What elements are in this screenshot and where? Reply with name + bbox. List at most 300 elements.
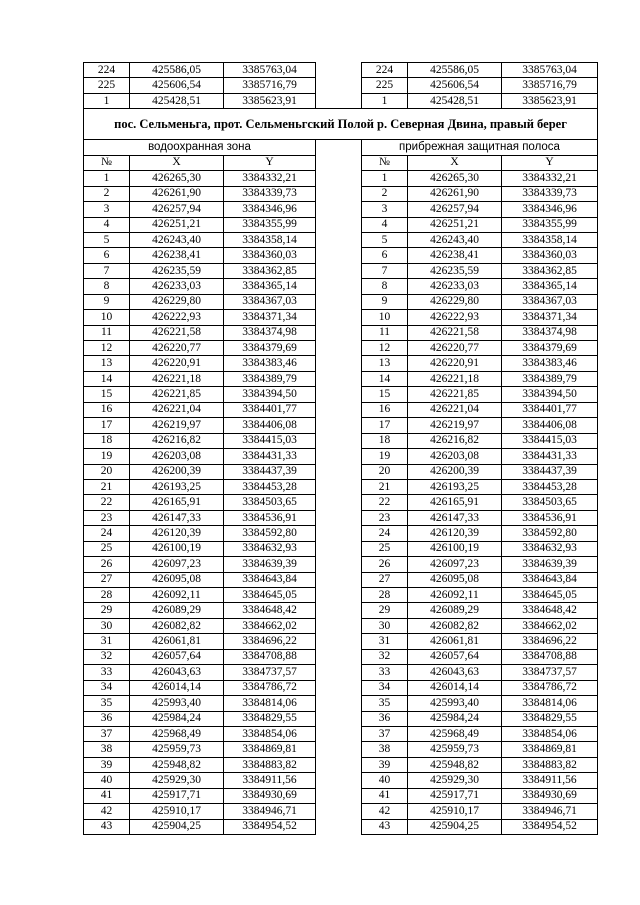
right-cell-n: 15 [362, 387, 408, 402]
right-cell-x: 426233,03 [408, 279, 502, 294]
left-cell-x: 426203,08 [130, 449, 224, 464]
column-gap [316, 171, 362, 186]
table-row [84, 495, 598, 510]
left-cell-n: 225 [84, 78, 130, 93]
left-cell-x: 426251,21 [130, 217, 224, 232]
right-cell-n: 12 [362, 341, 408, 356]
table-row [84, 325, 598, 340]
right-cell-x: 426265,30 [408, 171, 502, 186]
right-cell-n: 37 [362, 726, 408, 741]
right-cell-y: 3384814,06 [502, 696, 598, 711]
right-cell-n: 17 [362, 418, 408, 433]
right-cell-x: 426221,85 [408, 387, 502, 402]
left-cell-n: 34 [84, 680, 130, 695]
left-cell-y: 3384662,02 [224, 618, 316, 633]
right-cell-x: 426251,21 [408, 217, 502, 232]
right-cell-y: 3384355,99 [502, 217, 598, 232]
right-cell-x: 425917,71 [408, 788, 502, 803]
right-cell-n: 3 [362, 202, 408, 217]
left-cell-x: 426082,82 [130, 618, 224, 633]
table-row [84, 711, 598, 726]
left-cell-n: 14 [84, 371, 130, 386]
left-cell-x: 426147,33 [130, 510, 224, 525]
left-cell-y: 3384394,50 [224, 387, 316, 402]
column-gap [316, 140, 362, 155]
right-cell-n: 225 [362, 78, 408, 93]
left-cell-y: 3384737,57 [224, 665, 316, 680]
left-cell-n: 39 [84, 757, 130, 772]
right-cell-n: 1 [362, 171, 408, 186]
right-cell-n: 5 [362, 232, 408, 247]
column-gap [316, 310, 362, 325]
left-cell-y: 3384632,93 [224, 541, 316, 556]
table-row [84, 449, 598, 464]
left-cell-n: 21 [84, 479, 130, 494]
column-gap [316, 742, 362, 757]
right-cell-n: 24 [362, 526, 408, 541]
right-cell-y: 3384358,14 [502, 232, 598, 247]
table-row [84, 433, 598, 448]
table-row [84, 217, 598, 232]
table-row [84, 804, 598, 819]
left-cell-x: 425428,51 [130, 93, 224, 108]
left-cell-x: 426221,85 [130, 387, 224, 402]
table-row [84, 680, 598, 695]
right-cell-x: 426120,39 [408, 526, 502, 541]
right-cell-x: 426193,25 [408, 479, 502, 494]
right-cell-y: 3384453,28 [502, 479, 598, 494]
right-cell-y: 3384394,50 [502, 387, 598, 402]
column-gap [316, 588, 362, 603]
right-zone-title: прибрежная защитная полоса [362, 140, 598, 155]
zone-title-row [84, 140, 598, 155]
right-cell-y: 3384708,88 [502, 649, 598, 664]
left-cell-x: 425904,25 [130, 819, 224, 834]
right-col-n-header: № [362, 155, 408, 170]
right-cell-n: 33 [362, 665, 408, 680]
right-cell-x: 426100,19 [408, 541, 502, 556]
left-cell-x: 426221,04 [130, 402, 224, 417]
right-cell-n: 22 [362, 495, 408, 510]
right-cell-n: 10 [362, 310, 408, 325]
left-cell-x: 426216,82 [130, 433, 224, 448]
column-gap [316, 680, 362, 695]
table-row [84, 526, 598, 541]
table-row [84, 742, 598, 757]
left-cell-n: 15 [84, 387, 130, 402]
table-row [84, 603, 598, 618]
column-gap [316, 433, 362, 448]
right-cell-y: 3384662,02 [502, 618, 598, 633]
left-cell-y: 3384360,03 [224, 248, 316, 263]
right-cell-y: 3384869,81 [502, 742, 598, 757]
left-cell-n: 12 [84, 341, 130, 356]
left-cell-x: 426095,08 [130, 572, 224, 587]
column-gap [316, 711, 362, 726]
table-row [84, 186, 598, 201]
right-cell-y: 3384954,52 [502, 819, 598, 834]
table-row [84, 819, 598, 834]
left-cell-n: 31 [84, 634, 130, 649]
head-row [84, 63, 598, 78]
head-row [84, 78, 598, 93]
left-cell-x: 426221,58 [130, 325, 224, 340]
left-cell-n: 11 [84, 325, 130, 340]
left-col-x-header: X [130, 155, 224, 170]
table-row [84, 572, 598, 587]
right-cell-n: 34 [362, 680, 408, 695]
left-cell-x: 425910,17 [130, 804, 224, 819]
right-cell-x: 426200,39 [408, 464, 502, 479]
left-cell-y: 3384374,98 [224, 325, 316, 340]
right-cell-y: 3384365,14 [502, 279, 598, 294]
right-cell-y: 3384389,79 [502, 371, 598, 386]
left-cell-x: 425586,05 [130, 63, 224, 78]
right-cell-x: 426220,91 [408, 356, 502, 371]
left-cell-x: 426092,11 [130, 588, 224, 603]
table-row [84, 402, 598, 417]
left-cell-x: 426120,39 [130, 526, 224, 541]
left-cell-x: 426100,19 [130, 541, 224, 556]
left-cell-y: 3384869,81 [224, 742, 316, 757]
right-cell-x: 426095,08 [408, 572, 502, 587]
column-gap [316, 665, 362, 680]
table-row [84, 773, 598, 788]
right-cell-y: 3384632,93 [502, 541, 598, 556]
column-gap [316, 217, 362, 232]
left-cell-x: 425959,73 [130, 742, 224, 757]
right-cell-n: 26 [362, 557, 408, 572]
right-cell-x: 426219,97 [408, 418, 502, 433]
left-cell-x: 426165,91 [130, 495, 224, 510]
right-cell-y: 3384829,55 [502, 711, 598, 726]
left-cell-n: 5 [84, 232, 130, 247]
right-cell-y: 3384946,71 [502, 804, 598, 819]
table-row [84, 387, 598, 402]
table-row [84, 726, 598, 741]
right-cell-x: 426229,80 [408, 294, 502, 309]
left-col-n-header: № [84, 155, 130, 170]
left-cell-y: 3384339,73 [224, 186, 316, 201]
table-row [84, 356, 598, 371]
right-cell-n: 18 [362, 433, 408, 448]
left-cell-n: 3 [84, 202, 130, 217]
left-cell-n: 40 [84, 773, 130, 788]
left-cell-x: 426200,39 [130, 464, 224, 479]
right-cell-n: 41 [362, 788, 408, 803]
left-cell-y: 3384355,99 [224, 217, 316, 232]
left-cell-n: 2 [84, 186, 130, 201]
left-cell-n: 9 [84, 294, 130, 309]
table-row [84, 294, 598, 309]
right-cell-x: 425929,30 [408, 773, 502, 788]
right-cell-x: 426147,33 [408, 510, 502, 525]
left-cell-x: 426057,64 [130, 649, 224, 664]
right-cell-y: 3384383,46 [502, 356, 598, 371]
right-cell-x: 425993,40 [408, 696, 502, 711]
column-gap [316, 341, 362, 356]
column-gap [316, 248, 362, 263]
left-cell-x: 426265,30 [130, 171, 224, 186]
right-cell-y: 3384911,56 [502, 773, 598, 788]
right-cell-n: 8 [362, 279, 408, 294]
left-cell-y: 3384332,21 [224, 171, 316, 186]
right-cell-n: 21 [362, 479, 408, 494]
table-row [84, 788, 598, 803]
left-cell-n: 24 [84, 526, 130, 541]
right-cell-x: 426238,41 [408, 248, 502, 263]
right-cell-n: 35 [362, 696, 408, 711]
column-gap [316, 325, 362, 340]
left-cell-n: 42 [84, 804, 130, 819]
right-cell-x: 425948,82 [408, 757, 502, 772]
left-cell-y: 3384453,28 [224, 479, 316, 494]
left-cell-n: 1 [84, 171, 130, 186]
left-cell-n: 6 [84, 248, 130, 263]
left-cell-y: 3384415,03 [224, 433, 316, 448]
right-cell-x: 426165,91 [408, 495, 502, 510]
right-cell-x: 426089,29 [408, 603, 502, 618]
left-cell-x: 426219,97 [130, 418, 224, 433]
column-gap [316, 804, 362, 819]
column-gap [316, 371, 362, 386]
column-gap [316, 618, 362, 633]
left-cell-y: 3384708,88 [224, 649, 316, 664]
table-row [84, 232, 598, 247]
left-cell-x: 425948,82 [130, 757, 224, 772]
right-cell-x: 426221,58 [408, 325, 502, 340]
right-cell-n: 29 [362, 603, 408, 618]
column-gap [316, 788, 362, 803]
left-cell-y: 3384954,52 [224, 819, 316, 834]
right-cell-x: 426220,77 [408, 341, 502, 356]
left-cell-n: 18 [84, 433, 130, 448]
left-cell-x: 426261,90 [130, 186, 224, 201]
table-row [84, 263, 598, 278]
left-cell-y: 3384362,85 [224, 263, 316, 278]
table-row [84, 464, 598, 479]
right-cell-n: 2 [362, 186, 408, 201]
left-cell-n: 41 [84, 788, 130, 803]
left-cell-x: 426222,93 [130, 310, 224, 325]
column-gap [316, 557, 362, 572]
left-cell-y: 3384536,91 [224, 510, 316, 525]
left-cell-y: 3384829,55 [224, 711, 316, 726]
right-cell-x: 426261,90 [408, 186, 502, 201]
right-cell-n: 25 [362, 541, 408, 556]
right-cell-x: 425910,17 [408, 804, 502, 819]
left-cell-x: 425606,54 [130, 78, 224, 93]
right-cell-x: 426222,93 [408, 310, 502, 325]
table-row [84, 310, 598, 325]
table-row [84, 202, 598, 217]
right-cell-y: 3384332,21 [502, 171, 598, 186]
left-cell-x: 426043,63 [130, 665, 224, 680]
right-cell-y: 3384374,98 [502, 325, 598, 340]
right-cell-n: 42 [362, 804, 408, 819]
left-cell-y: 3384389,79 [224, 371, 316, 386]
column-gap [316, 603, 362, 618]
right-cell-y: 3384406,08 [502, 418, 598, 433]
column-gap [316, 449, 362, 464]
right-cell-n: 36 [362, 711, 408, 726]
right-cell-x: 426092,11 [408, 588, 502, 603]
right-cell-y: 3384648,42 [502, 603, 598, 618]
right-cell-n: 19 [362, 449, 408, 464]
right-cell-n: 4 [362, 217, 408, 232]
right-cell-y: 3385623,91 [502, 93, 598, 108]
right-cell-x: 425586,05 [408, 63, 502, 78]
left-cell-x: 425984,24 [130, 711, 224, 726]
right-cell-n: 14 [362, 371, 408, 386]
table-row [84, 541, 598, 556]
left-cell-n: 27 [84, 572, 130, 587]
column-gap [316, 93, 362, 108]
right-cell-x: 426221,04 [408, 402, 502, 417]
left-cell-n: 8 [84, 279, 130, 294]
left-cell-y: 3384346,96 [224, 202, 316, 217]
right-cell-y: 3384360,03 [502, 248, 598, 263]
left-cell-y: 3384592,80 [224, 526, 316, 541]
left-cell-x: 425929,30 [130, 773, 224, 788]
column-gap [316, 526, 362, 541]
right-cell-x: 426057,64 [408, 649, 502, 664]
coordinates-table [83, 62, 598, 835]
right-cell-n: 23 [362, 510, 408, 525]
column-gap [316, 649, 362, 664]
table-row [84, 371, 598, 386]
left-cell-n: 1 [84, 93, 130, 108]
left-cell-n: 22 [84, 495, 130, 510]
column-gap [316, 387, 362, 402]
left-cell-x: 426097,23 [130, 557, 224, 572]
head-row [84, 93, 598, 108]
left-cell-n: 29 [84, 603, 130, 618]
column-gap [316, 757, 362, 772]
right-cell-y: 3384696,22 [502, 634, 598, 649]
left-cell-x: 426238,41 [130, 248, 224, 263]
table-row [84, 634, 598, 649]
right-cell-n: 20 [362, 464, 408, 479]
right-cell-y: 3384401,77 [502, 402, 598, 417]
right-cell-y: 3384639,39 [502, 557, 598, 572]
left-cell-y: 3385763,04 [224, 63, 316, 78]
right-cell-y: 3384786,72 [502, 680, 598, 695]
left-cell-n: 20 [84, 464, 130, 479]
left-cell-x: 426220,91 [130, 356, 224, 371]
left-zone-title: водоохранная зона [84, 140, 316, 155]
right-cell-y: 3384930,69 [502, 788, 598, 803]
column-gap [316, 232, 362, 247]
table-row [84, 479, 598, 494]
right-cell-x: 426243,40 [408, 232, 502, 247]
table-row [84, 757, 598, 772]
right-cell-x: 426043,63 [408, 665, 502, 680]
left-cell-x: 426233,03 [130, 279, 224, 294]
left-cell-y: 3384696,22 [224, 634, 316, 649]
left-cell-y: 3384645,05 [224, 588, 316, 603]
right-cell-x: 425904,25 [408, 819, 502, 834]
right-cell-x: 426097,23 [408, 557, 502, 572]
table-row [84, 618, 598, 633]
right-cell-n: 9 [362, 294, 408, 309]
left-col-y-header: Y [224, 155, 316, 170]
right-cell-x: 426216,82 [408, 433, 502, 448]
left-cell-y: 3384911,56 [224, 773, 316, 788]
left-cell-n: 10 [84, 310, 130, 325]
left-cell-n: 35 [84, 696, 130, 711]
column-gap [316, 495, 362, 510]
left-cell-y: 3384365,14 [224, 279, 316, 294]
table-row [84, 649, 598, 664]
right-cell-n: 32 [362, 649, 408, 664]
table-row [84, 279, 598, 294]
right-cell-y: 3384371,34 [502, 310, 598, 325]
column-gap [316, 202, 362, 217]
left-cell-y: 3384648,42 [224, 603, 316, 618]
right-cell-n: 28 [362, 588, 408, 603]
left-cell-y: 3384379,69 [224, 341, 316, 356]
left-cell-n: 36 [84, 711, 130, 726]
column-gap [316, 263, 362, 278]
section-title: пос. Сельменьга, прот. Сельменьгский Полой р. Северная Двина, правый берег [84, 109, 598, 140]
right-cell-y: 3384431,33 [502, 449, 598, 464]
left-cell-y: 3384639,39 [224, 557, 316, 572]
right-cell-n: 13 [362, 356, 408, 371]
right-cell-n: 7 [362, 263, 408, 278]
left-cell-y: 3384406,08 [224, 418, 316, 433]
column-gap [316, 510, 362, 525]
right-cell-n: 30 [362, 618, 408, 633]
left-cell-x: 426193,25 [130, 479, 224, 494]
table-row [84, 557, 598, 572]
right-cell-n: 43 [362, 819, 408, 834]
right-cell-n: 16 [362, 402, 408, 417]
right-cell-y: 3384536,91 [502, 510, 598, 525]
right-cell-x: 425428,51 [408, 93, 502, 108]
left-cell-n: 38 [84, 742, 130, 757]
right-cell-n: 38 [362, 742, 408, 757]
right-cell-n: 11 [362, 325, 408, 340]
left-cell-n: 7 [84, 263, 130, 278]
right-cell-y: 3384362,85 [502, 263, 598, 278]
right-cell-n: 39 [362, 757, 408, 772]
right-cell-y: 3384645,05 [502, 588, 598, 603]
right-cell-n: 6 [362, 248, 408, 263]
right-cell-y: 3384883,82 [502, 757, 598, 772]
left-cell-y: 3385623,91 [224, 93, 316, 108]
column-gap [316, 572, 362, 587]
left-cell-y: 3384503,65 [224, 495, 316, 510]
column-gap [316, 294, 362, 309]
right-cell-x: 426257,94 [408, 202, 502, 217]
table-row [84, 418, 598, 433]
table-row [84, 171, 598, 186]
right-cell-n: 27 [362, 572, 408, 587]
column-gap [316, 402, 362, 417]
left-cell-y: 3385716,79 [224, 78, 316, 93]
column-gap [316, 63, 362, 78]
left-cell-y: 3384854,06 [224, 726, 316, 741]
left-cell-y: 3384643,84 [224, 572, 316, 587]
left-cell-n: 17 [84, 418, 130, 433]
right-cell-y: 3385716,79 [502, 78, 598, 93]
right-cell-x: 426235,59 [408, 263, 502, 278]
left-cell-x: 426257,94 [130, 202, 224, 217]
right-cell-x: 426221,18 [408, 371, 502, 386]
right-cell-y: 3384346,96 [502, 202, 598, 217]
right-col-x-header: X [408, 155, 502, 170]
